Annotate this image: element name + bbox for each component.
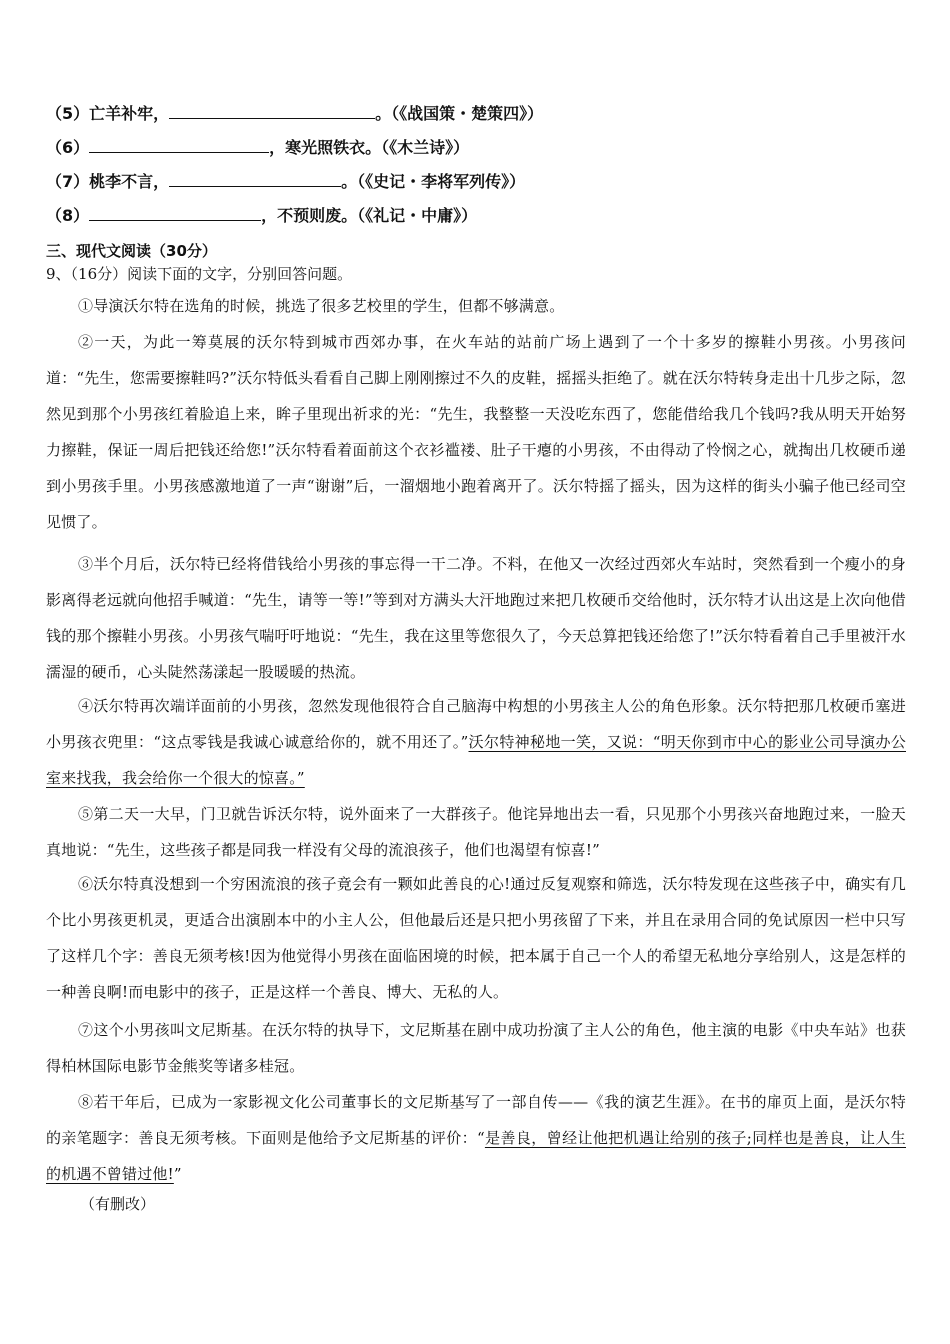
item-text-before: 桃李不言， [89,172,170,191]
fill-item-5 [46,101,543,124]
item-text-after: 。 [341,172,358,191]
fill-item-8 [46,203,477,226]
paragraph-2: ②一天，为此一筹莫展的沃尔特到城市西郊办事，在火车站的站前广场上遇到了一个十多岁的擦鞋小男孩。小男孩问道：“先生，您需要擦鞋吗?”沃尔特低头看看自己脚上刚刚擦过不久的皮鞋，摇摇头拒绝了。就在沃尔特转身走出十几步之际，忽然见到那个小男孩红着脸追上来，眸子里现出祈求的光：“先生，我整整一天没吃东西了，您能借给我几个钱吗?我从明天开始努力擦鞋，保证一周后把钱还给您!”沃尔特看着面前这个衣衫褴褛、肚子干瘪的小男孩，不由得动了怜悯之心，就掏出几枚硬币递到小男孩手里。小男孩感激地道了一声“谢谢”后，一溜烟地小跑着离开了。沃尔特摇了摇头，因为这样的街头小骗子他已经司空见惯了。 [46,333,906,531]
paragraph-8-text: ⑧若干年后，已成为一家影视文化公司董事长的文尼斯基写了一部自传——《我的演艺生涯》。在书的扉页上面，是沃尔特的亲笔题字：善良无须考核。下面则是他给予文尼斯基的评价：“ [46,1093,906,1147]
item-number: （6） [46,138,90,157]
answer-blank[interactable] [169,102,375,119]
item-number: （7） [46,172,90,191]
question-heading: 9、（16分）阅读下面的文字，分别回答问题。 [46,265,353,283]
underlined-sentence: 是善良，曾经让他把机遇让给别的孩子;同样也是善良，让人生的机遇不曾错过他! [46,1129,906,1183]
item-source: （《战国策・楚策四》） [391,104,544,123]
answer-blank[interactable] [169,170,341,187]
item-text-before: 亡羊补牢， [89,104,170,123]
item-source: （《礼记・中庸》） [357,206,478,225]
paragraph-3: ③半个月后，沃尔特已经将借钱给小男孩的事忘得一干二净。不料，在他又一次经过西郊火车站时，突然看到一个瘦小的身影离得老远就向他招手喊道：“先生，请等一等!”等到对方满头大汗地跑过来把几枚硬币交给他时，沃尔特才认出这是上次向他借钱的那个擦鞋小男孩。小男孩气喘吁吁地说：“先生，我在这里等您很久了，今天总算把钱还给您了!”沃尔特看着自己手里被汗水濡湿的硬币，心头陡然荡漾起一股暖暖的热流。 [46,555,906,681]
answer-blank[interactable] [89,136,269,153]
paragraph-4 [46,688,906,796]
item-number: （5） [46,104,90,123]
fill-item-7 [46,169,525,192]
section-heading: 三、现代文阅读（30分） [46,242,217,260]
paragraph-6: ⑥沃尔特真没想到一个穷困流浪的孩子竟会有一颗如此善良的心!通过反复观察和筛选，沃尔特发现在这些孩子中，确实有几个比小男孩更机灵，更适合出演剧本中的小主人公，但他最后还是只把小男孩留了下来，并且在录用合同的免试原因一栏中只写了这样几个字：善良无须考核!因为他觉得小男孩在面临困境的时候，把本属于自己一个人的希望无私地分享给别人，这是怎样的一种善良啊!而电影中的孩子，正是这样一个善良、博大、无私的人。 [46,875,906,1001]
fill-item-6 [46,135,469,158]
item-text-after: ，寒光照铁衣。 [269,138,382,157]
paragraph-1: ①导演沃尔特在选角的时候，挑选了很多艺校里的学生，但都不够满意。 [78,297,565,315]
paragraph-7: ⑦这个小男孩叫文尼斯基。在沃尔特的执导下，文尼斯基在剧中成功扮演了主人公的角色，他主演的电影《中央车站》也获得柏林国际电影节金熊奖等诸多桂冠。 [46,1021,906,1075]
paragraph-5: ⑤第二天一大早，门卫就告诉沃尔特，说外面来了一大群孩子。他诧异地出去一看，只见那个小男孩兴奋地跑过来，一脸天真地说：“先生，这些孩子都是同我一样没有父母的流浪孩子，他们也渴望有惊喜!” [46,805,906,859]
closing-quote: ” [173,1165,182,1183]
item-text-after: ，不预则废。 [261,206,358,225]
underlined-sentence: 沃尔特神秘地一笑，又说：“明天你到市中心的影业公司导演办公室来找我，我会给你一个很大的惊喜。” [46,733,906,787]
item-number: （8） [46,206,90,225]
item-text-after: 。 [375,104,392,123]
item-source: （《木兰诗》） [381,138,470,157]
item-source: （《史记・李将军列传》） [357,172,526,191]
paragraph-4-text: ④沃尔特再次端详面前的小男孩，忽然发现他很符合自己脑海中构想的小男孩主人公的角色形象。沃尔特把那几枚硬币塞进小男孩衣兜里：“这点零钱是我诚心诚意给你的，就不用还了。” [46,697,906,751]
abridged-note: （有删改） [80,1195,156,1213]
answer-blank[interactable] [89,204,261,221]
paragraph-8 [46,1084,906,1192]
